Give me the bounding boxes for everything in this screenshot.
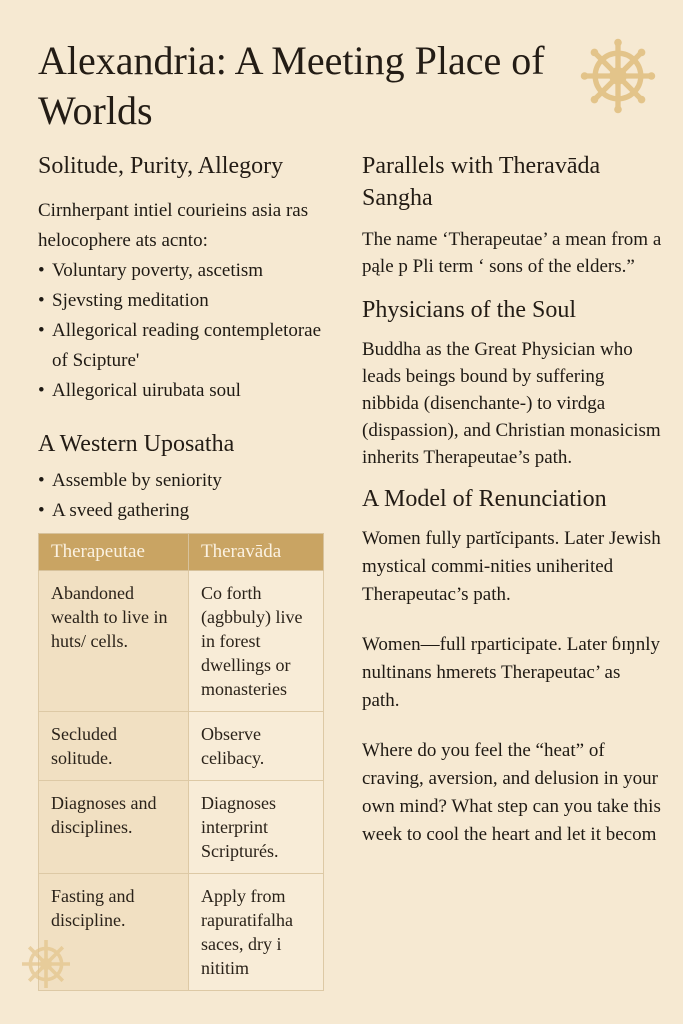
physicians-text: Buddha as the Great Physician who leads beings bound by suffering nibbida (disenchante-) to virdga (dispassion), and Christian monasicism inherits Therapeutae’s path. bbox=[362, 339, 661, 468]
list-item: • Voluntary poverty, ascetism bbox=[38, 256, 338, 286]
right-column bbox=[362, 150, 662, 849]
section-heading-parallels: Parallels with Theravāda Sangha bbox=[362, 153, 601, 211]
table-cell: Observe celibacy. bbox=[189, 712, 324, 781]
section-heading-uposatha: A Western Uposatha bbox=[38, 431, 235, 457]
left-column bbox=[38, 150, 338, 526]
table-row bbox=[39, 571, 324, 712]
dharma-wheel-icon bbox=[16, 934, 76, 994]
renunciation-text: Women fully partĭcipants. Later Jewish mystical commi-nities uniherited Therapeutac’s path. bbox=[362, 528, 661, 605]
table-cell: Secluded solitude. bbox=[39, 712, 189, 781]
table-cell: Apply from rapuratifalha saces, dry i nititim bbox=[189, 874, 324, 991]
table-row bbox=[39, 781, 324, 874]
table-cell: Fasting and discipline. bbox=[39, 874, 189, 991]
column-header-theravada: Theravāda bbox=[189, 534, 324, 571]
list-item: • A sveed gathering bbox=[38, 496, 338, 526]
list-item: • Sjevsting meditation bbox=[38, 286, 338, 316]
list-item: • Assemble by seniority bbox=[38, 466, 338, 496]
list-item: • Allegorical reading contempletorae of Scipture' bbox=[38, 316, 338, 376]
table-cell: Abandoned wealth to live in huts/ cells. bbox=[39, 571, 189, 712]
uposatha-list bbox=[38, 466, 338, 526]
section-intro: Cirnherpant intiel courieins asia ras helocophere ats acnto: bbox=[38, 200, 309, 251]
renunciation-text-alt: Women—full rparticipate. Later ɓɪŋnly nultinans hmerets Therapeutac’ as path. bbox=[362, 634, 661, 711]
column-header-therapeutae: Therapeutae bbox=[39, 534, 189, 571]
reflection-questions: Where do you feel the “heat” of craving, aversion, and delusion in your own mind? What step can you take this week to cool the heart and let it becom bbox=[362, 740, 661, 845]
table-cell: Diagnoses and disciplines. bbox=[39, 781, 189, 874]
table-cell: Co forth (agbbuly) live in forest dwellings or monasteries bbox=[189, 571, 324, 712]
section-heading-solitude: Solitude, Purity, Allegory bbox=[38, 153, 284, 179]
table-header-row bbox=[39, 534, 324, 571]
table-row bbox=[39, 712, 324, 781]
dharma-wheel-icon bbox=[580, 38, 656, 114]
table-cell: Diagnoses interprint Scripturés. bbox=[189, 781, 324, 874]
practices-list bbox=[38, 256, 338, 406]
parallels-text: The name ‘Therapeutae’ a mean from a pąle p Pli term ‘ sons of the elders.” bbox=[362, 229, 662, 277]
comparison-table bbox=[38, 533, 324, 991]
page-title: Alexandria: A Meeting Place of Worlds bbox=[38, 38, 545, 133]
section-heading-physicians: Physicians of the Soul bbox=[362, 297, 576, 323]
list-item: • Allegorical uirubata soul bbox=[38, 376, 338, 406]
table-row bbox=[39, 874, 324, 991]
section-heading-renunciation: A Model of Renunciation bbox=[362, 486, 607, 512]
